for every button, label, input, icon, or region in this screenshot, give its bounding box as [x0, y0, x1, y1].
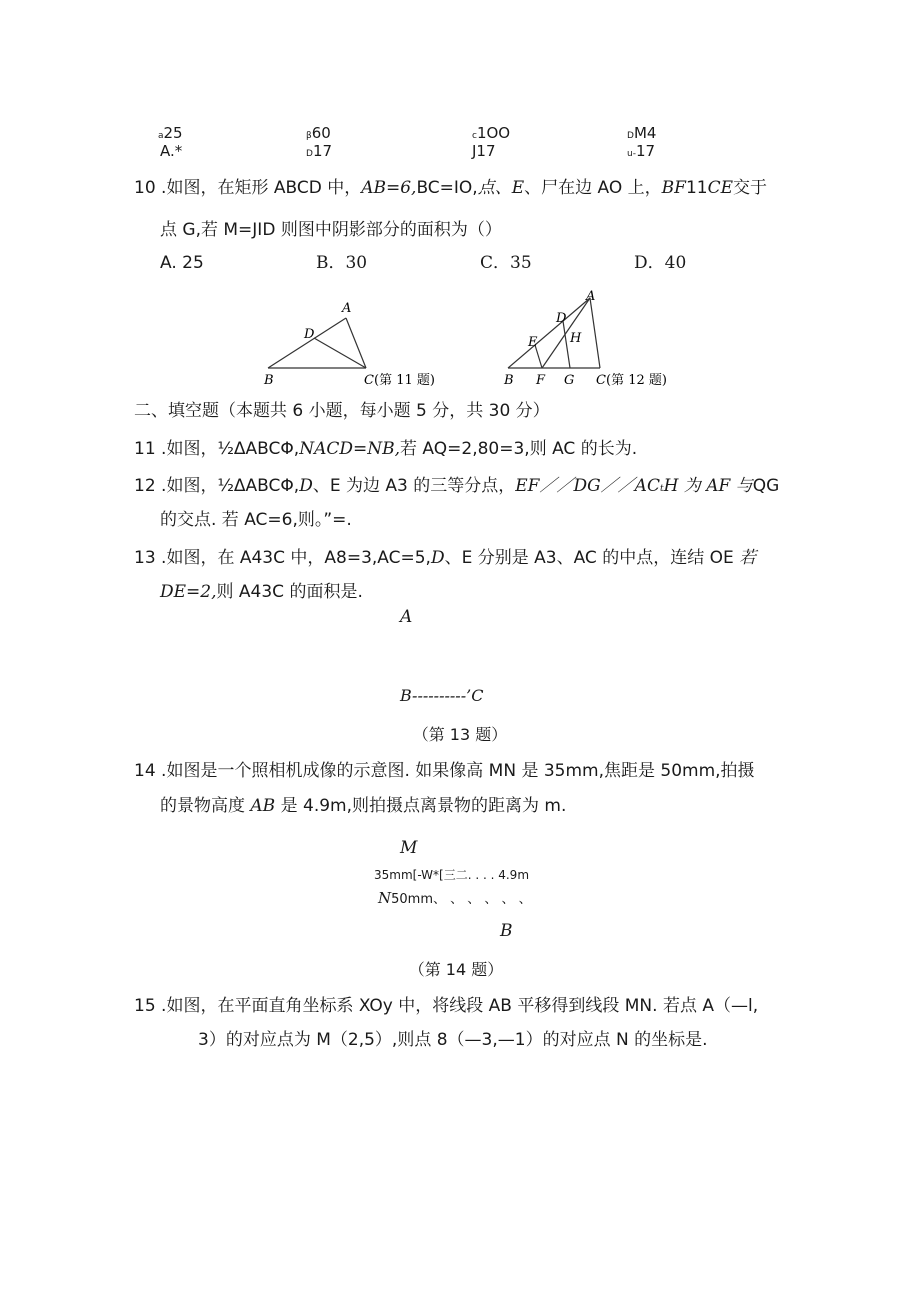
fig11-label-a: A	[342, 301, 352, 316]
q10-option-c: C．35	[480, 253, 532, 273]
q14-line1: 14 .如图是一个照相机成像的示意图. 如果像高 MN 是 35mm,焦距是 50mm,拍摄	[134, 761, 755, 781]
fig12-label-h: H	[570, 331, 582, 346]
q10-option-b: B．30	[316, 253, 368, 273]
fig12-side-ac	[590, 298, 600, 368]
q13-line1: 13 .如图，在 A43C 中，A8=3,AC=5,D、E 分别是 A3、AC 的中点，连结 OE 若	[134, 548, 757, 568]
fig11-side-ac	[346, 318, 366, 368]
q10-option-d: D．40	[634, 253, 687, 273]
fig14-label-b: B	[500, 921, 513, 941]
fig11-label-d: D	[304, 327, 315, 342]
fig12-label-d: D	[556, 311, 567, 326]
q14-line2: 的景物高度 AB 是 4.9m,则拍摄点离景物的距离为 m.	[160, 796, 567, 816]
fig12-label-g: G	[564, 373, 575, 388]
q10-option-a: A. 25	[160, 253, 204, 273]
q9-option-d-bottom: u-17	[627, 142, 656, 160]
fig12-label-f: F	[536, 373, 546, 388]
fig11-side-ba	[268, 318, 346, 368]
fig13-label-a: A	[400, 607, 413, 627]
q9-option-a-top: a25	[158, 124, 183, 142]
fig12-label-b: B	[504, 373, 514, 388]
fig14-dimension-row: 35mm[-W*[三二. . . . 4.9m	[374, 868, 530, 882]
fig12-label-e: E	[528, 335, 538, 350]
fig13-caption: （第 13 题）	[412, 725, 508, 744]
fig14-label-m: M	[400, 838, 418, 858]
fig12-caption: (第 12 题)	[606, 373, 667, 388]
q10-line1: 10 .如图，在矩形 ABCD 中，AB=6,BC=IO,点、E、尸在边 AO 上，BF11CE交于	[134, 178, 768, 198]
q11-text: 11 .如图，½ΔABCΦ,NACD=NB,若 AQ=2,80=3,则 AC 的长为.	[134, 439, 638, 459]
figure-12	[496, 286, 696, 392]
section-2-heading: 二、填空题（本题共 6 小题，每小题 5 分，共 30 分）	[134, 401, 550, 421]
fig11-caption: (第 11 题)	[374, 373, 435, 388]
fig11-label-b: B	[264, 373, 274, 388]
q10-line2: 点 G,若 M=JID 则图中阴影部分的面积为（）	[160, 220, 502, 240]
q15-line2: 3）的对应点为 M（2,5）,则点 8（—3,—1）的对应点 N 的坐标是.	[198, 1030, 708, 1050]
q13-line2: DE=2,则 A43C 的面积是.	[160, 582, 363, 602]
q12-line2: 的交点. 若 AC=6,则。”=.	[160, 510, 352, 530]
q12-line1: 12 .如图，½ΔABCΦ,D、E 为边 A3 的三等分点，EF／／DG／／ACtH 为 AF 与QG	[134, 476, 780, 496]
figure-11	[256, 296, 456, 392]
fig14-focal-row: N50mm、 、 、 、 、 、	[378, 889, 532, 907]
q9-option-d-top: DM4	[627, 124, 657, 142]
q9-option-a-bottom: A.*	[160, 142, 183, 160]
fig12-label-c: C	[596, 373, 606, 388]
fig12-label-a: A	[586, 289, 596, 304]
q9-option-b-top: β60	[306, 124, 331, 142]
q15-line1: 15 .如图，在平面直角坐标系 XOy 中，将线段 AB 平移得到线段 MN. 若点 A（—l,	[134, 996, 759, 1016]
q9-option-b-bottom: D17	[306, 142, 333, 160]
q9-option-c-top: c1OO	[472, 124, 511, 142]
fig14-caption: （第 14 题）	[408, 960, 504, 979]
fig11-segment-dc	[314, 338, 366, 368]
q9-option-c-bottom: J17	[472, 142, 496, 160]
fig13-base-bc: B----------’C	[400, 686, 484, 705]
fig11-label-c: C	[364, 373, 374, 388]
